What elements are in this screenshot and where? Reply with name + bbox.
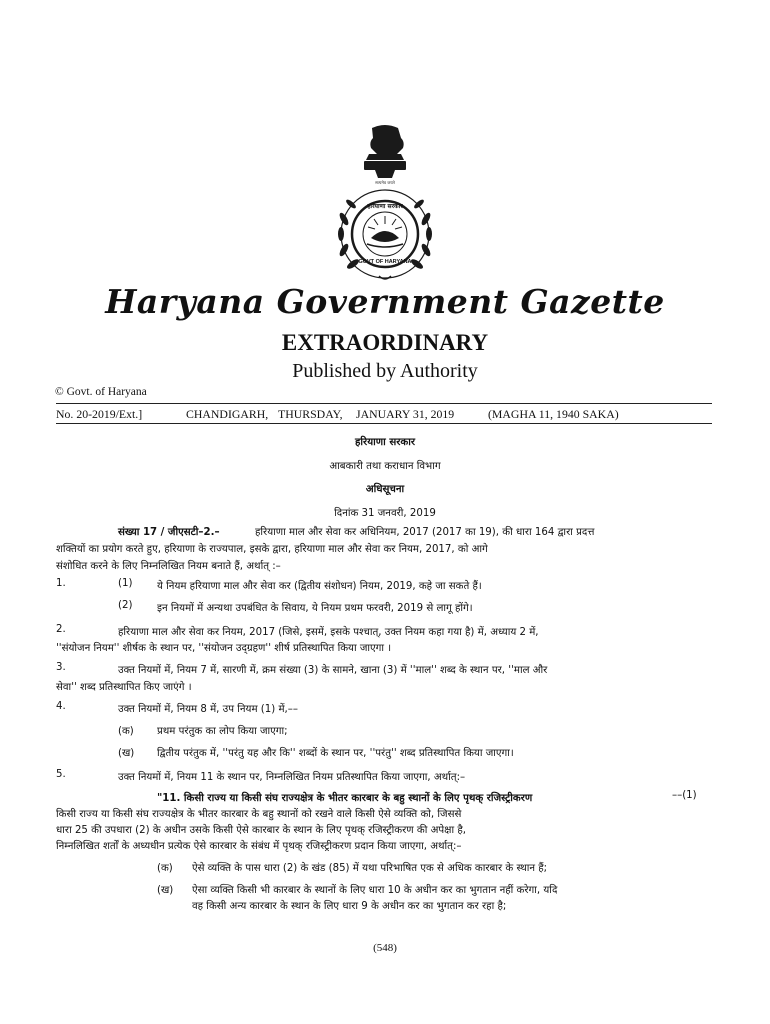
rule-11-clause-b-line-2: वह किसी अन्य कारबार के स्थान के लिए धारा 9 के अधीन कर का भुगतान कर रहा है; <box>192 901 507 912</box>
para-2-line-2: ''संयोजन नियम'' शीर्षक के स्थान पर, ''संयोजन उद्ग्रहण'' शीर्ष प्रतिस्थापित किया जाएगा । <box>56 643 392 654</box>
gazette-title: Haryana Government Gazette <box>105 282 665 321</box>
para-4-clause-a-number: (क) <box>118 726 134 737</box>
rule-11-line-3: धारा 25 की उपधारा (2) के अधीन उसके किसी ऐसे कारबार के स्थान के लिए पृथक् रजिस्ट्रीकरण की अपेक्षा है, <box>56 825 466 836</box>
para-5-text: उक्त नियमों में, नियम 11 के स्थान पर, निम्नलिखित नियम प्रतिस्थापित किया जाएगा, अर्थात्:– <box>118 772 466 783</box>
para-2-line-1: हरियाणा माल और सेवा कर नियम, 2017 (जिसे, इसमें, इसके पश्चात्, उक्त नियम कहा गया है) में, अध्याय 2 में, <box>118 627 539 638</box>
government-heading: हरियाणा सरकार <box>355 437 415 448</box>
issue-date: JANUARY 31, 2019 <box>356 407 455 421</box>
notification-date: दिनांक 31 जनवरी, 2019 <box>334 508 436 519</box>
issue-rule-top <box>56 403 712 404</box>
preamble-line-2: शक्तियों का प्रयोग करते हुए, हरियाणा के राज्यपाल, इसके द्वारा, हरियाणा माल और सेवा कर नियम, 2017, को आगे <box>56 544 488 555</box>
notification-heading: अधिसूचना <box>365 484 405 495</box>
issue-saka-date: (MAGHA 11, 1940 SAKA) <box>488 407 619 421</box>
department-heading: आबकारी तथा कराधान विभाग <box>329 461 441 472</box>
para-1-sub-1-number: (1) <box>118 578 133 589</box>
svg-text:GOVT OF HARYANA: GOVT OF HARYANA <box>358 259 412 265</box>
rule-11-heading: "11. किसी राज्य या किसी संघ राज्यक्षेत्र के भीतर कारबार के बहु स्थानों के लिए पृथक् रजिस्ट्रीकरण <box>157 793 533 804</box>
issue-day: THURSDAY, <box>278 407 343 421</box>
svg-text:हरियाणा सरकार: हरियाणा सरकार <box>367 203 403 210</box>
para-3-line-1: उक्त नियमों में, नियम 7 में, सारणी में, क्रम संख्या (3) के सामने, खाना (3) में ''माल'' शब्द के स्थान पर, ''माल और <box>118 665 548 676</box>
para-1-number: 1. <box>56 578 66 589</box>
para-1-sub-2-number: (2) <box>118 600 133 611</box>
para-3-number: 3. <box>56 662 66 673</box>
para-4-clause-b-text: द्वितीय परंतुक में, ''परंतु यह और कि'' शब्दों के स्थान पर, ''परंतु'' शब्द प्रतिस्थापित किया जाएगा। <box>157 748 514 759</box>
para-4-clause-a-text: प्रथम परंतुक का लोप किया जाएगा; <box>157 726 288 737</box>
issue-place: CHANDIGARH, <box>186 407 269 421</box>
rule-11-line-4: निम्नलिखित शर्तों के अध्यधीन प्रत्येक ऐसे कारबार के संबंध में पृथक् रजिस्ट्रीकरण प्रदान किया जाएगा, अर्थात्:– <box>56 841 462 852</box>
rule-11-clause-b-line-1: ऐसा व्यक्ति किसी भी कारबार के स्थानों के लिए धारा 10 के अधीन कर का भुगतान नहीं करेगा, यदि <box>192 885 558 896</box>
para-3-line-2: सेवा'' शब्द प्रतिस्थापित किए जाएंगे । <box>56 682 192 693</box>
copyright-notice: © Govt. of Haryana <box>55 386 147 398</box>
issue-line <box>56 405 712 423</box>
published-by-authority: Published by Authority <box>292 360 478 382</box>
rule-11-clause-a-number: (क) <box>157 863 173 874</box>
para-4-clause-b-number: (ख) <box>118 748 135 759</box>
rule-11-heading-tail: ––(1) <box>672 790 697 801</box>
preamble-line-3: संशोधित करने के लिए निम्नलिखित नियम बनाते हैं, अर्थात् :– <box>56 561 281 572</box>
para-2-number: 2. <box>56 624 66 635</box>
issue-number: No. 20-2019/Ext.] <box>56 407 143 421</box>
haryana-emblem-icon <box>327 124 443 284</box>
svg-text:सत्यमेव जयते: सत्यमेव जयते <box>375 180 395 185</box>
preamble-line-1: हरियाणा माल और सेवा कर अधिनियम, 2017 (2017 का 19), की धारा 164 द्वारा प्रदत्त <box>255 527 595 538</box>
rule-11-clause-b-number: (ख) <box>157 885 174 896</box>
rule-11-clause-a-text: ऐसे व्यक्ति के पास धारा (2) के खंड (85) में यथा परिभाषित एक से अधिक कारबार के स्थान हैं; <box>192 863 548 874</box>
issue-rule-bottom <box>56 423 712 424</box>
rule-11-line-2: किसी राज्य या किसी संघ राज्यक्षेत्र के भीतर कारबार के बहु स्थानों को रखने वाले किसी ऐसे व्यक्ति को, जिससे <box>56 809 462 820</box>
para-1-sub-2-text: इन नियमों में अन्यथा उपबंधित के सिवाय, ये नियम प्रथम फरवरी, 2019 से लागू होंगे। <box>157 603 473 614</box>
para-4-text: उक्त नियमों में, नियम 8 में, उप नियम (1) में,–– <box>118 704 298 715</box>
notification-number: संख्या 17 / जीएसटी–2.– <box>118 527 220 538</box>
gazette-subtitle: EXTRAORDINARY <box>281 330 489 355</box>
para-4-number: 4. <box>56 701 66 712</box>
para-1-sub-1-text: ये नियम हरियाणा माल और सेवा कर (द्वितीय संशोधन) नियम, 2019, कहे जा सकते हैं। <box>157 581 482 592</box>
para-5-number: 5. <box>56 769 66 780</box>
page-number: (548) <box>373 942 397 954</box>
